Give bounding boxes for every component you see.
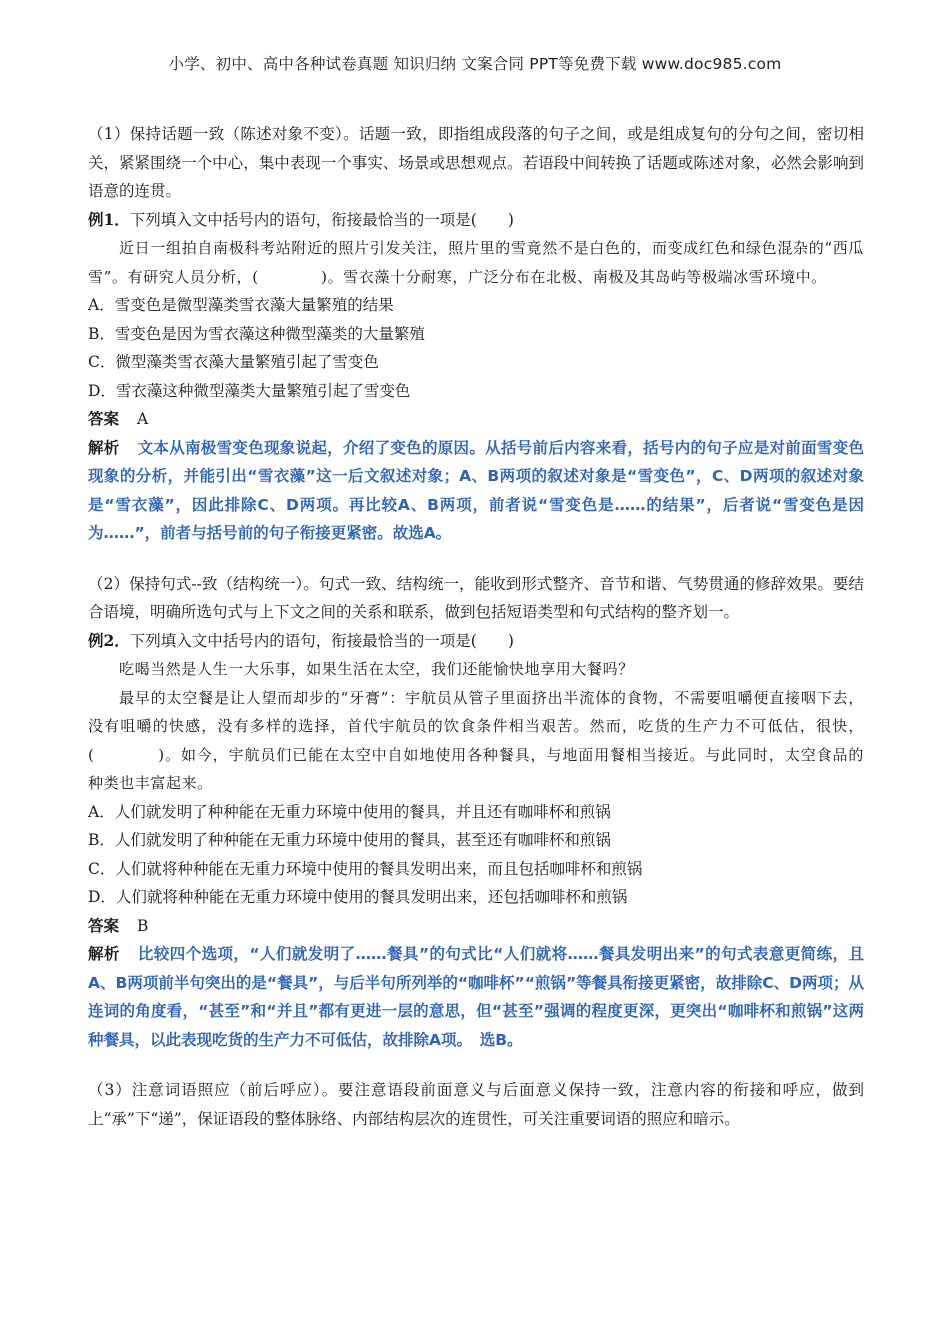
section1-intro: （1）保持话题一致（陈述对象不变）。话题一致，即指组成段落的句子之间，或是组成复句的分句之间，密切相关，紧紧围绕一个中心，集中表现一个事实、场景或思想观点。若语段中间转换了话题或陈述对象，必然会影响到语意的连贯。: [88, 125, 864, 200]
example2-answer-line: [88, 912, 864, 941]
example2-question-line: [88, 627, 864, 656]
answer-label: 答案: [88, 410, 120, 428]
section2-intro: （2）保持句式--致（结构统一）。句式一致、结构统一，能收到形式整齐、音节和谐、气势贯通的修辞效果。要结合语境，明确所选句式与上下文之间的关系和联系，做到包括短语类型和句式结构的整齐划一。: [88, 574, 864, 621]
analysis-label: 解析: [88, 945, 120, 963]
spacer: [88, 1054, 864, 1076]
example2-analysis-block: [88, 940, 864, 1054]
example2-label: 例2．: [88, 630, 130, 650]
example1-analysis-block: [88, 434, 864, 548]
example1-answer-line: [88, 405, 864, 434]
answer-label: 答案: [88, 916, 120, 935]
example1-question: 下列填入文中括号内的语句，衔接最恰当的一项是( ): [129, 210, 514, 229]
example2-option-c: C．人们就将种种能在无重力环境中使用的餐具发明出来，而且包括咖啡杯和煎锅: [88, 859, 643, 878]
example1-answer: A: [137, 410, 149, 428]
analysis-label: 解析: [88, 438, 120, 457]
example2-passage-2: 最早的太空餐是让人望而却步的“牙膏”：宇航员从管子里面挤出半流体的食物，不需要咀嚼便直接咽下去，没有咀嚼的快感，没有多样的选择，首代宇航员的饮食条件相当艰苦。然而，吃货的生产力不可低估，很快，( )。如今，宇航员们已能在太空中自如地使用各种餐具，与地面用餐相当接近。与此同时，太空食品的种类也丰富起来。: [88, 688, 864, 792]
example2-option-d: D．人们就将种种能在无重力环境中使用的餐具发明出来，还包括咖啡杯和煎锅: [88, 888, 628, 906]
example2-option-a: A．人们就发明了种种能在无重力环境中使用的餐具，并且还有咖啡杯和煎锅: [88, 802, 611, 821]
example1-option-c: C．微型藻类雪衣藻大量繁殖引起了雪变色: [88, 353, 379, 371]
example2-question: 下列填入文中括号内的语句，衔接最恰当的一项是( ): [129, 631, 514, 650]
example1-analysis: 文本从南极雪变色现象说起，介绍了变色的原因。从括号前后内容来看，括号内的句子应是对前面雪变色现象的分析，并能引出“雪衣藻”这一后文叙述对象；A、B两项的叙述对象是“雪变色”，C、D两项的叙述对象是“雪衣藻”，因此排除C、D两项。再比较A、B两项，前者说“雪变色是……的结果”，后者说“雪变色是因为……”，前者与括号前的句子衔接更紧密。故选A。: [88, 438, 864, 542]
example1-question-line: [88, 206, 864, 235]
spacer: [88, 548, 864, 570]
section3-intro: （3）注意词语照应（前后呼应）。要注意语段前面意义与后面意义保持一致，注意内容的衔接和呼应，做到上“承”下“递”，保证语段的整体脉络、内部结构层次的连贯性，可关注重要词语的照应和暗示。: [88, 1081, 864, 1128]
example2-answer: B: [137, 916, 149, 935]
example1-passage: 近日一组拍自南极科考站附近的照片引发关注，照片里的雪竟然不是白色的，而变成红色和绿色混杂的“西瓜雪”。有研究人员分析，( )。雪衣藻十分耐寒，广泛分布在北极、南极及其岛屿等极端冰雪环境中。: [88, 239, 864, 286]
example2-option-b: B．人们就发明了种种能在无重力环境中使用的餐具，甚至还有咖啡杯和煎锅: [88, 831, 611, 849]
example1-option-a: A．雪变色是微型藻类雪衣藻大量繁殖的结果: [88, 296, 394, 314]
document-body: [88, 120, 864, 1133]
example2-analysis: 比较四个选项，“人们就发明了……餐具”的句式比“人们就将……餐具发明出来”的句式表意更简练，且A、B两项前半句突出的是“餐具”，与后半句所列举的“咖啡杯”“煎锅”等餐具衔接更紧密，故排除C、D两项；从连词的角度看，“甚至”和“并且”都有更进一层的意思，但“甚至”强调的程度更深，更突出“咖啡杯和煎锅”这两种餐具，以此表现吃货的生产力不可低估，故排除A项。 选B。: [88, 945, 864, 1049]
example1-label: 例1．: [88, 209, 130, 229]
example1-option-d: D．雪衣藻这种微型藻类大量繁殖引起了雪变色: [88, 381, 411, 400]
page-header: 小学、初中、高中各种试卷真题 知识归纳 文案合同 PPT等免费下载 www.doc985.com: [168, 55, 782, 73]
example1-option-b: B．雪变色是因为雪衣藻这种微型藻类的大量繁殖: [88, 324, 425, 343]
example2-passage-1: 吃喝当然是人生一大乐事，如果生活在太空，我们还能愉快地享用大餐吗？: [119, 660, 634, 678]
